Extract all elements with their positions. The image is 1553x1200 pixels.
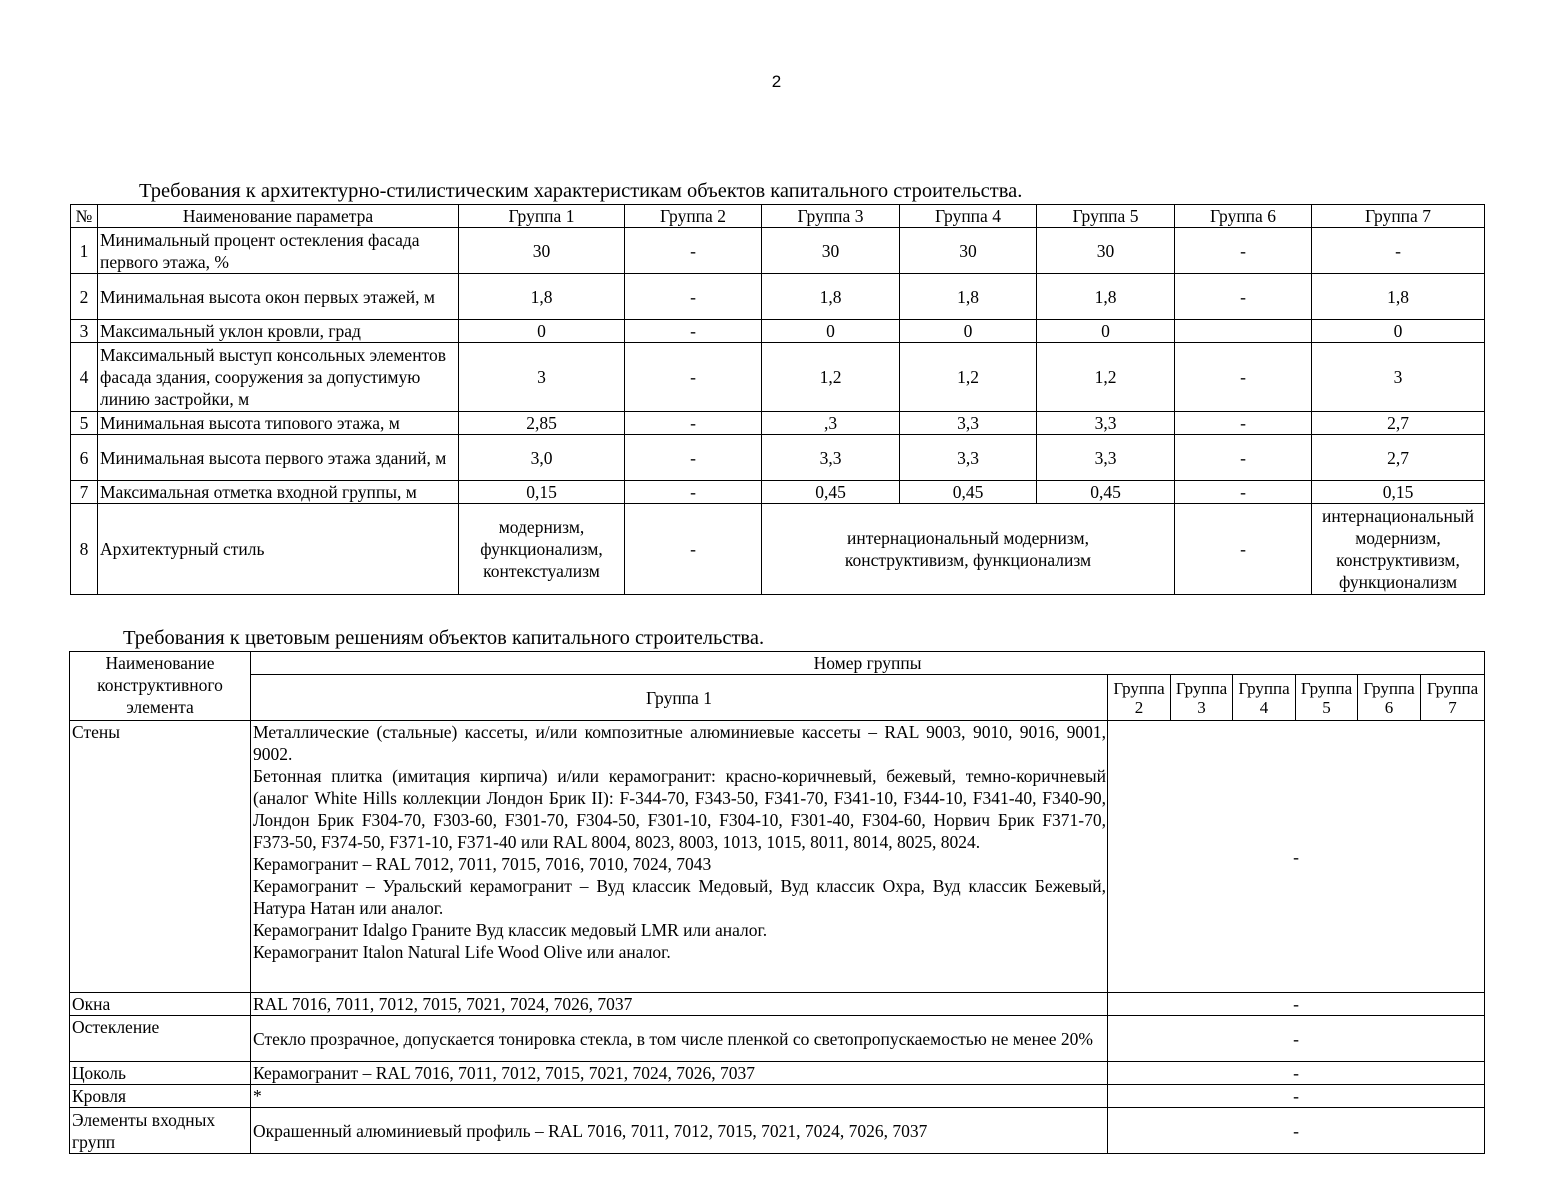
cell-g6	[1175, 320, 1312, 343]
param-name: Минимальный процент остекления фасада первого этажа, %	[98, 228, 459, 274]
cell-g7: 1,8	[1312, 274, 1485, 320]
cell-g5: 3,3	[1037, 412, 1175, 435]
row-num: 5	[71, 412, 98, 435]
header-group-2: Группа 2	[1108, 675, 1171, 721]
cell-g5: 1,2	[1037, 343, 1175, 412]
cell-g6: -	[1175, 435, 1312, 481]
cell-g3: 0	[762, 320, 900, 343]
cell-g3: 1,2	[762, 343, 900, 412]
cell-g7: 2,7	[1312, 435, 1485, 481]
cell-g5: 30	[1037, 228, 1175, 274]
header-element: Наименование конструктивного элемента	[70, 652, 251, 721]
cell-g4: 1,8	[900, 274, 1037, 320]
row-num: 6	[71, 435, 98, 481]
table-row	[71, 274, 1485, 320]
cell-g4: 3,3	[900, 435, 1037, 481]
walls-paragraph: Керамогранит Idalgo Граните Вуд классик медовый LMR или аналог.	[253, 920, 768, 940]
group1-spec	[251, 721, 1108, 993]
param-name: Архитектурный стиль	[98, 504, 459, 595]
page-number: 2	[771, 72, 782, 91]
cell-g5: 0,45	[1037, 481, 1175, 504]
cell-g2: -	[625, 320, 762, 343]
cell-g3-g5: интернациональный модернизм, конструктивизм, функционализм	[762, 504, 1175, 595]
header-num: №	[71, 205, 98, 228]
table-row	[70, 1108, 1485, 1154]
cell-g4: 0	[900, 320, 1037, 343]
other-groups-cell: -	[1108, 721, 1485, 993]
color-requirements-table	[69, 651, 1485, 1154]
header-group-number: Номер группы	[251, 652, 1485, 675]
table-row	[71, 343, 1485, 412]
row-num: 3	[71, 320, 98, 343]
cell-g7: интернациональный модернизм, конструктивизм, функционализм	[1312, 504, 1485, 595]
cell-g4: 1,2	[900, 343, 1037, 412]
cell-g2: -	[625, 481, 762, 504]
cell-g3: 0,45	[762, 481, 900, 504]
table-row	[71, 435, 1485, 481]
header-group-7: Группа 7	[1312, 205, 1485, 228]
header-group-6: Группа 6	[1175, 205, 1312, 228]
cell-g3: 3,3	[762, 435, 900, 481]
header-group-3: Группа 3	[762, 205, 900, 228]
param-name: Максимальный выступ консольных элементов фасада здания, сооружения за допустимую линию застройки, м	[98, 343, 459, 412]
table-row	[71, 320, 1485, 343]
table1-caption: Требования к архитектурно-стилистическим характеристикам объектов капитального строительства.	[139, 180, 1023, 202]
cell-g5: 1,8	[1037, 274, 1175, 320]
table-row	[71, 412, 1485, 435]
cell-g3: 30	[762, 228, 900, 274]
cell-g2: -	[625, 435, 762, 481]
header-param: Наименование параметра	[98, 205, 459, 228]
param-name: Минимальная высота первого этажа зданий, м	[98, 435, 459, 481]
cell-g2: -	[625, 274, 762, 320]
cell-g4: 3,3	[900, 412, 1037, 435]
row-num: 2	[71, 274, 98, 320]
element-name: Остекление	[70, 1016, 251, 1062]
param-name: Максимальный уклон кровли, град	[98, 320, 459, 343]
cell-g6: -	[1175, 274, 1312, 320]
header-group-1: Группа 1	[459, 205, 625, 228]
other-groups-cell: -	[1108, 1085, 1485, 1108]
table-row	[71, 481, 1485, 504]
element-name: Окна	[70, 993, 251, 1016]
table-row	[70, 993, 1485, 1016]
walls-paragraph: Керамогранит – Уральский керамогранит – Вуд классик Медовый, Вуд классик Охра, Вуд классик Бежевый, Натура Натан или аналог.	[253, 876, 1106, 918]
cell-g7: 0	[1312, 320, 1485, 343]
table1-header-row	[71, 205, 1485, 228]
param-name: Минимальная высота типового этажа, м	[98, 412, 459, 435]
cell-g3: ,3	[762, 412, 900, 435]
walls-paragraph: Керамогранит Italon Natural Life Wood Olive или аналог.	[253, 942, 671, 962]
table-row	[70, 1085, 1485, 1108]
cell-g2: -	[625, 228, 762, 274]
header-group-4: Группа 4	[1233, 675, 1296, 721]
cell-g1: 0,15	[459, 481, 625, 504]
cell-g1: модернизм, функционализм, контекстуализм	[459, 504, 625, 595]
element-name: Стены	[70, 721, 251, 993]
table-row	[70, 1016, 1485, 1062]
cell-g7: 2,7	[1312, 412, 1485, 435]
group1-spec: Стекло прозрачное, допускается тонировка стекла, в том числе пленкой со светопропускаемостью не менее 20%	[251, 1016, 1108, 1062]
header-group-6: Группа 6	[1358, 675, 1421, 721]
other-groups-cell: -	[1108, 993, 1485, 1016]
table2-group-header-row	[70, 675, 1485, 721]
cell-g1: 1,8	[459, 274, 625, 320]
cell-g5: 0	[1037, 320, 1175, 343]
element-name: Кровля	[70, 1085, 251, 1108]
element-name: Элементы входных групп	[70, 1108, 251, 1154]
table-row	[70, 721, 1485, 993]
architecture-requirements-table	[70, 204, 1485, 595]
param-name: Минимальная высота окон первых этажей, м	[98, 274, 459, 320]
other-groups-cell: -	[1108, 1108, 1485, 1154]
cell-g6: -	[1175, 343, 1312, 412]
cell-g2: -	[625, 343, 762, 412]
table2-caption: Требования к цветовым решениям объектов капитального строительства.	[123, 627, 765, 649]
header-group-5: Группа 5	[1296, 675, 1358, 721]
element-name: Цоколь	[70, 1062, 251, 1085]
group1-spec: *	[251, 1085, 1108, 1108]
other-groups-cell: -	[1108, 1062, 1485, 1085]
cell-g6: -	[1175, 228, 1312, 274]
cell-g7: 0,15	[1312, 481, 1485, 504]
cell-g4: 30	[900, 228, 1037, 274]
row-num: 4	[71, 343, 98, 412]
table-row	[70, 1062, 1485, 1085]
header-group-1: Группа 1	[251, 675, 1108, 721]
cell-g1: 0	[459, 320, 625, 343]
header-group-5: Группа 5	[1037, 205, 1175, 228]
walls-paragraph: Керамогранит – RAL 7012, 7011, 7015, 7016, 7010, 7024, 7043	[253, 854, 712, 874]
cell-g7: 3	[1312, 343, 1485, 412]
header-group-3: Группа 3	[1171, 675, 1233, 721]
cell-g4: 0,45	[900, 481, 1037, 504]
cell-g1: 3,0	[459, 435, 625, 481]
row-num: 7	[71, 481, 98, 504]
cell-g5: 3,3	[1037, 435, 1175, 481]
cell-g1: 2,85	[459, 412, 625, 435]
cell-g2: -	[625, 504, 762, 595]
walls-paragraph: Металлические (стальные) кассеты, и/или композитные алюминиевые кассеты – RAL 9003, 9010, 9016, 9001, 9002.	[253, 722, 1106, 764]
row-num: 8	[71, 504, 98, 595]
group1-spec: Керамогранит – RAL 7016, 7011, 7012, 7015, 7021, 7024, 7026, 7037	[251, 1062, 1108, 1085]
cell-g6: -	[1175, 412, 1312, 435]
table-row	[71, 228, 1485, 274]
header-group-2: Группа 2	[625, 205, 762, 228]
header-group-7: Группа 7	[1421, 675, 1485, 721]
other-groups-cell: -	[1108, 1016, 1485, 1062]
cell-g3: 1,8	[762, 274, 900, 320]
walls-paragraph: Бетонная плитка (имитация кирпича) и/или керамогранит: красно-коричневый, бежевый, темно-коричневый (аналог White Hills коллекции Лондон Брик II): F-344-70, F343-50, F341-70, F341-10, F344-10, F341-40, F340-90, Лондон Брик F304-70, F303-60, F301-70, F304-50, F301-10, F304-10, F301-40, F304-60, Норвич Брик F371-70, F373-50, F374-50, F371-10, F371-40 или RAL 8004, 8023, 8003, 1013, 1015, 8011, 8014, 8025, 8024.	[253, 766, 1106, 852]
row-num: 1	[71, 228, 98, 274]
group1-spec: Окрашенный алюминиевый профиль – RAL 7016, 7011, 7012, 7015, 7021, 7024, 7026, 7037	[251, 1108, 1108, 1154]
param-name: Максимальная отметка входной группы, м	[98, 481, 459, 504]
cell-g1: 3	[459, 343, 625, 412]
table-row	[71, 504, 1485, 595]
cell-g2: -	[625, 412, 762, 435]
cell-g6: -	[1175, 504, 1312, 595]
table2-header-row	[70, 652, 1485, 675]
header-group-4: Группа 4	[900, 205, 1037, 228]
cell-g1: 30	[459, 228, 625, 274]
group1-spec: RAL 7016, 7011, 7012, 7015, 7021, 7024, 7026, 7037	[251, 993, 1108, 1016]
cell-g6: -	[1175, 481, 1312, 504]
cell-g7: -	[1312, 228, 1485, 274]
